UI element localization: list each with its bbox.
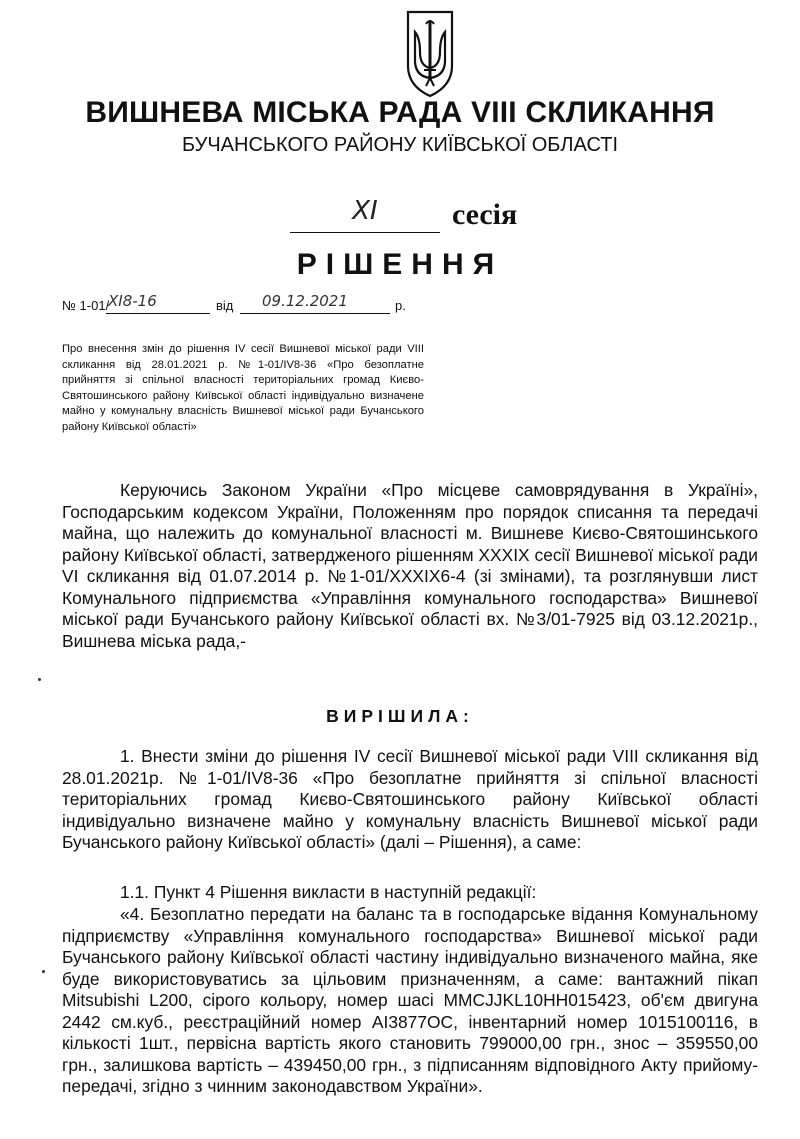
registration-date-underline xyxy=(240,313,390,314)
registration-prefix: № 1-01/ xyxy=(62,298,110,313)
session-label: сесія xyxy=(452,198,518,231)
decision-item-4-text: «4. Безоплатно передати на баланс та в господарське відання Комунальному підприємству «Управління комунального господарства» Вишневої міської ради Бучанського району Київської області частину індивідуально визначеного майна, яке буде використовуватись за цільовим призначенням, а саме: вантажний пікап Mitsubishi L200, сірого кольору, номер шасі MMCJJKL10HH015423, об'єм двигуна 2442 см.куб., реєстраційний номер AI3877OC, інвентарний номер 1015100116, в кількості 1шт., первісна вартість якого становить 799000,00 грн., знос – 359550,00 грн., залишкова вартість – 439450,00 грн., з підписанням відповідного Акту прийому-передачі, згідно з чинним законодавством України». xyxy=(62,904,758,1096)
registration-number: XI8-16 xyxy=(108,292,157,310)
year-suffix: р. xyxy=(395,298,406,313)
coat-of-arms-icon xyxy=(402,8,458,98)
council-district: БУЧАНСЬКОГО РАЙОНУ КИЇВСЬКОЇ ОБЛАСТІ xyxy=(181,134,618,156)
scan-mark xyxy=(38,678,41,681)
registration-date: 09.12.2021 xyxy=(262,292,348,310)
decision-item-1: 1. Внести зміни до рішення IV сесії Вишневої міської ради VIII скликання від 28.01.2021р. №1-01/IV8-36 «Про безоплатне прийняття зі спільної власності територіальних громад Києво-Святошинського району Київської області індивідуально визначене майно у комунальну власність Вишневої міської ради Бучанського району Київської області» (далі – Рішення), а саме: xyxy=(62,746,758,852)
decision-subject: Про внесення змін до рішення IV сесії Вишневої міської ради VIII скликання від 28.01.2021 р. №1-01/IV8-36 «Про безоплатне прийняття зі спільної власності територіальних громад Києво-Святошинського району Київської області індивідуально визначене майно у комунальну власність Вишневої міської ради Бучанського району Київської області» xyxy=(62,343,424,433)
decision-item-1-1: 1.1. Пункт 4 Рішення викласти в наступній редакції: xyxy=(120,882,537,902)
document-title: РІШЕННЯ xyxy=(296,248,504,281)
scan-mark xyxy=(42,970,45,973)
session-number: XI xyxy=(352,196,378,226)
registration-number-underline xyxy=(106,313,210,314)
date-label: від xyxy=(216,298,234,313)
decided-heading: ВИРІШИЛА: xyxy=(326,706,474,726)
preamble-paragraph: Керуючись Законом України «Про місцеве самоврядування в Україні», Господарським кодексом України, Положенням про порядок списання та передачі майна, що належить до комунальної власності м. Вишневе Києво-Святошинського району Київської області, затвердженого рішенням XXXIX сесії Вишневої міської ради VI скликання від 01.07.2014 р. №1-01/XXXIX6-4 (зі змінами), та розглянувши лист Комунального підприємства «Управління комунального господарства» Вишневої міської ради Бучанського району Київської області вх. №3/01-7925 від 03.12.2021р., Вишнева міська рада,- xyxy=(62,480,758,651)
council-name: ВИШНЕВА МІСЬКА РАДА VIII СКЛИКАННЯ xyxy=(85,96,715,129)
